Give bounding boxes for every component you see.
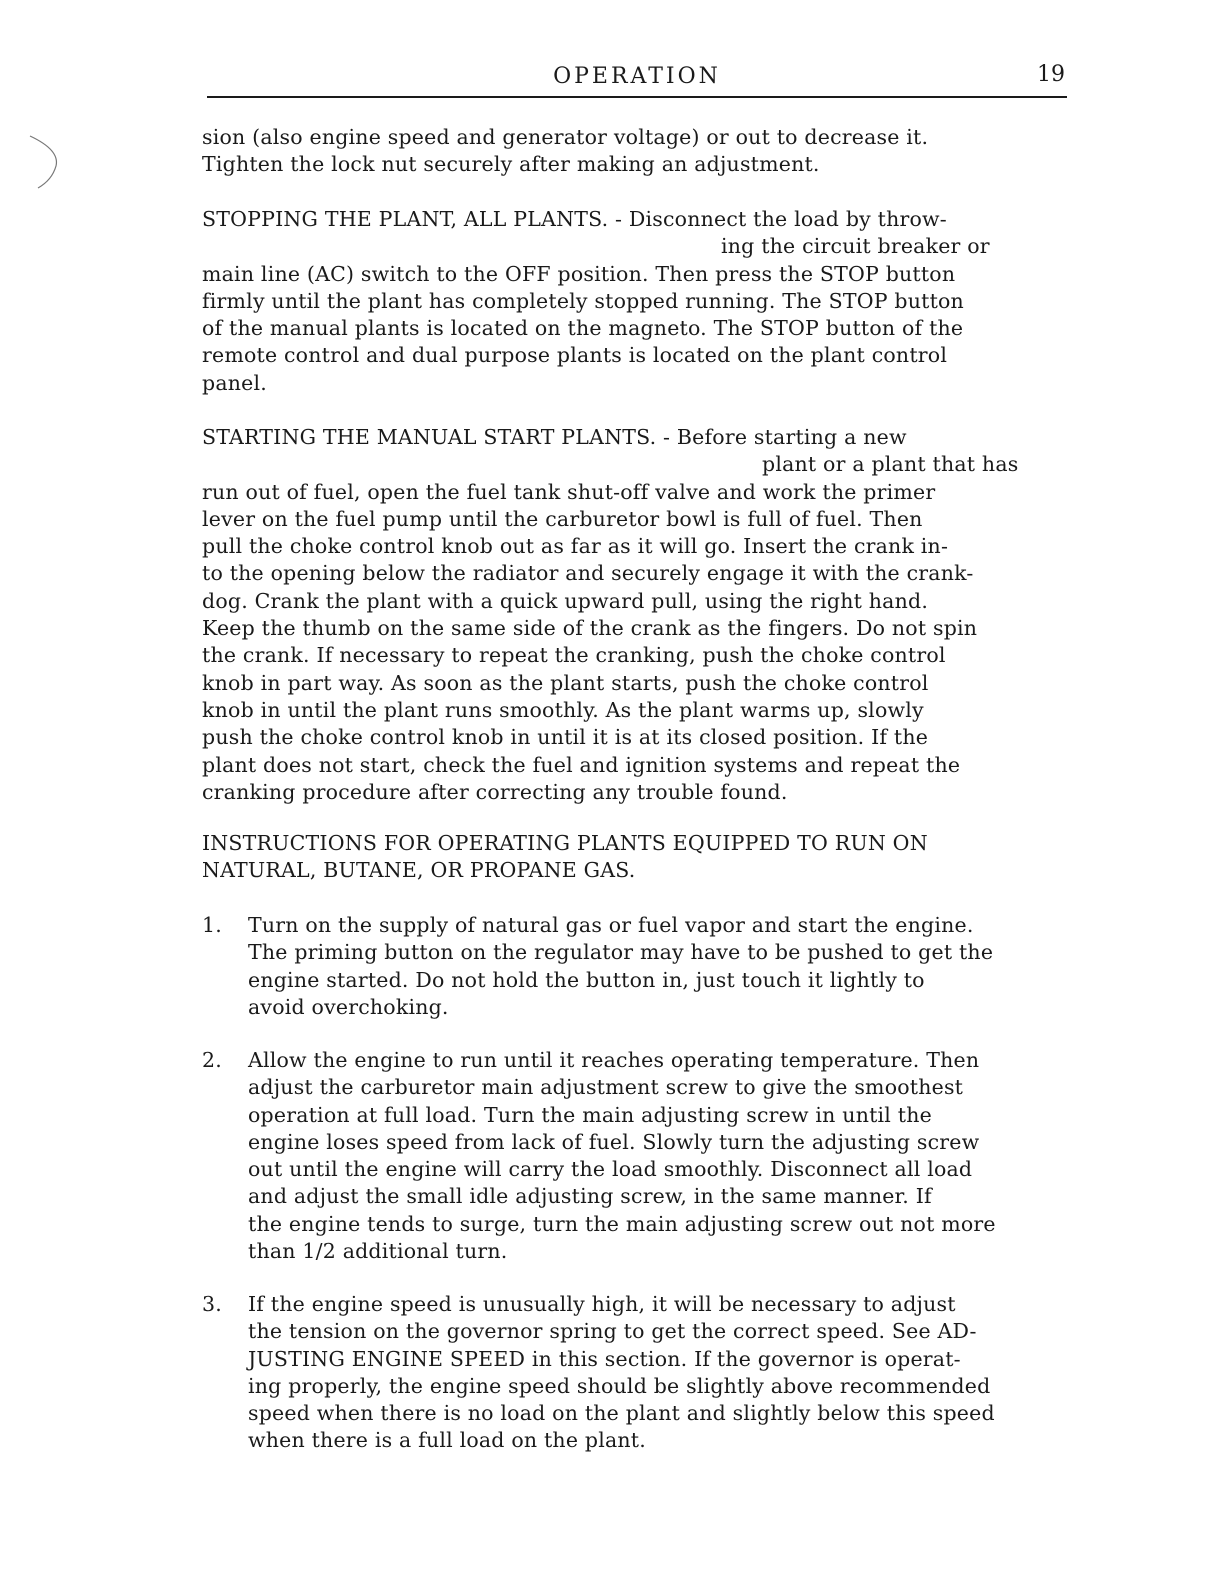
text-line: main line (AC) switch to the OFF position. Then press the STOP button — [202, 261, 956, 286]
text-line: cranking procedure after correcting any trouble found. — [202, 779, 788, 804]
step-text — [248, 1047, 996, 1265]
text-line: push the choke control knob in until it is at its closed position. If the — [202, 725, 929, 750]
text-line: avoid overchoking. — [248, 994, 449, 1019]
starting-heading-line: STARTING THE MANUAL START PLANTS. - Before starting a new — [202, 425, 907, 449]
step-number: 2. — [202, 1048, 222, 1072]
heading-line: INSTRUCTIONS FOR OPERATING PLANTS EQUIPPED TO RUN ON — [202, 831, 928, 855]
step-3 — [202, 1291, 1092, 1457]
text-line: when there is a full load on the plant. — [248, 1428, 646, 1453]
text-line: out until the engine will carry the load smoothly. Disconnect all load — [248, 1157, 973, 1182]
text-line: and adjust the small idle adjusting screw, in the same manner. If — [248, 1184, 932, 1209]
stopping-heading-continuation: ing the circuit breaker or — [721, 234, 990, 259]
text-line: sion (also engine speed and generator voltage) or out to decrease it. — [202, 125, 929, 149]
text-line: speed when there is no load on the plant and slightly below this speed — [248, 1401, 995, 1426]
text-line: remote control and dual purpose plants is located on the plant control — [202, 343, 948, 368]
heading-line: NATURAL, BUTANE, OR PROPANE GAS. — [202, 858, 636, 883]
text-line: plant does not start, check the fuel and ignition systems and repeat the — [202, 752, 961, 777]
stopping-section — [202, 206, 1092, 397]
step-1 — [202, 912, 1092, 1024]
text-line: Turn on the supply of natural gas or fuel vapor and start the engine. — [248, 913, 974, 937]
text-line: ing properly, the engine speed should be slightly above recommended — [248, 1373, 991, 1398]
text-line: to the opening below the radiator and securely engage it with the crank- — [202, 561, 974, 586]
text-line: operation at full load. Turn the main adjusting screw in until the — [248, 1102, 932, 1127]
text-line: knob in part way. As soon as the plant starts, push the choke control — [202, 670, 929, 695]
step-text — [248, 1291, 995, 1455]
stopping-heading-line: STOPPING THE PLANT, ALL PLANTS. - Disconnect the load by throw- — [202, 207, 947, 231]
header-title: OPERATION — [553, 64, 721, 89]
page-number: 19 — [1037, 62, 1065, 87]
text-line: pull the choke control knob out as far as it will go. Insert the crank in- — [202, 534, 949, 559]
text-line: engine started. Do not hold the button in, just touch it lightly to — [248, 967, 925, 992]
text-line: engine loses speed from lack of fuel. Slowly turn the adjusting screw — [248, 1129, 980, 1154]
starting-section — [202, 424, 1092, 806]
text-line: panel. — [202, 370, 267, 395]
text-line: than 1/2 additional turn. — [248, 1239, 508, 1264]
text-line: knob in until the plant runs smoothly. As the plant warms up, slowly — [202, 697, 924, 722]
text-line: Allow the engine to run until it reaches operating temperature. Then — [248, 1048, 980, 1072]
text-line: JUSTING ENGINE SPEED in this section. If the governor is operat- — [248, 1346, 961, 1371]
text-line: the crank. If necessary to repeat the cranking, push the choke control — [202, 643, 946, 668]
text-line: run out of fuel, open the fuel tank shut-off valve and work the primer — [202, 479, 936, 504]
text-line: the tension on the governor spring to get the correct speed. See AD- — [248, 1319, 977, 1344]
binding-hole-mark — [26, 132, 66, 192]
text-line: firmly until the plant has completely stopped running. The STOP button — [202, 288, 964, 313]
text-line: Tighten the lock nut securely after making an adjustment. — [202, 152, 820, 177]
text-line: Keep the thumb on the same side of the crank as the fingers. Do not spin — [202, 616, 978, 641]
gas-instructions-heading — [202, 830, 1092, 885]
text-line: If the engine speed is unusually high, it will be necessary to adjust — [248, 1292, 956, 1316]
text-line: the engine tends to surge, turn the main adjusting screw out not more — [248, 1211, 996, 1236]
text-line: The priming button on the regulator may have to be pushed to get the — [248, 940, 994, 965]
text-line: of the manual plants is located on the magneto. The STOP button of the — [202, 316, 964, 341]
page-header — [207, 62, 1067, 98]
intro-paragraph — [202, 124, 1092, 179]
text-line: lever on the fuel pump until the carburetor bowl is full of fuel. Then — [202, 506, 923, 531]
step-2 — [202, 1047, 1092, 1267]
step-text — [248, 912, 993, 1021]
text-line: dog. Crank the plant with a quick upward pull, using the right hand. — [202, 588, 929, 613]
step-number: 1. — [202, 913, 222, 937]
text-line: adjust the carburetor main adjustment screw to give the smoothest — [248, 1075, 964, 1100]
starting-heading-continuation: plant or a plant that has — [762, 452, 1019, 477]
step-number: 3. — [202, 1292, 222, 1316]
